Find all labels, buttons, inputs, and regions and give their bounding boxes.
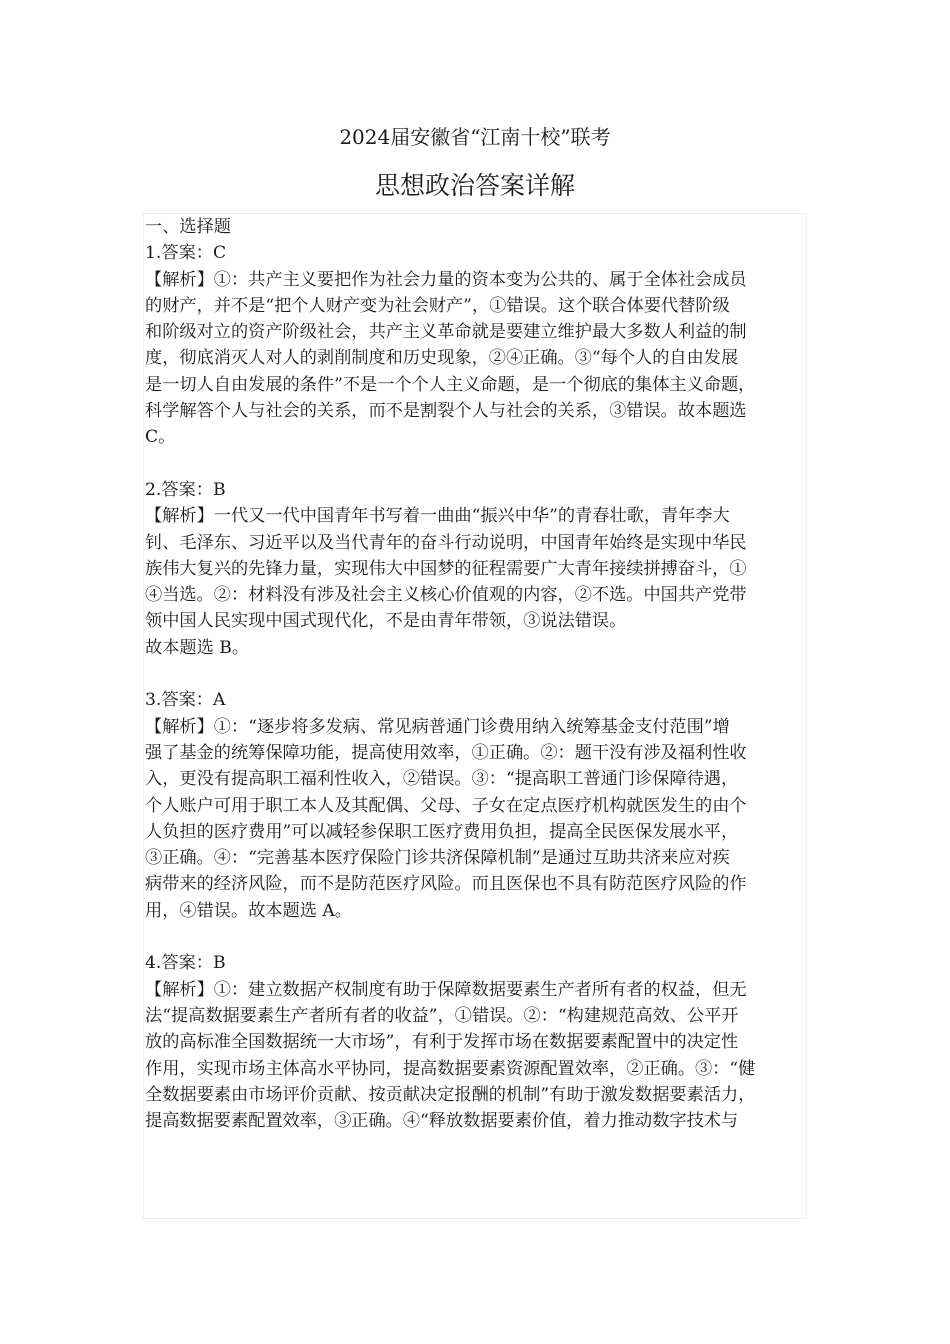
explanation-line: 领中国人民实现中国式现代化，不是由青年带领，③说法错误。 bbox=[145, 611, 627, 632]
explanation-line: 【解析】①：建立数据产权制度有助于保障数据要素生产者所有者的权益，但无 bbox=[145, 979, 747, 1000]
explanation-line: 用，④错误。故本题选 A。 bbox=[145, 900, 352, 921]
question-answer: 3.答案：A bbox=[145, 690, 226, 711]
explanation-line: 是一切人自由发展的条件”不是一个个人主义命题，是一个彻底的集体主义命题， bbox=[145, 374, 756, 395]
paragraph-gap bbox=[145, 451, 806, 477]
answer-content bbox=[143, 213, 807, 1219]
question-block-4 bbox=[145, 950, 806, 1134]
explanation-line: 【解析】①：“逐步将多发病、常见病普通门诊费用纳入统筹基金支付范围”增 bbox=[145, 716, 730, 737]
explanation-line: 和阶级对立的资产阶级社会，共产主义革命就是要建立维护最大多数人利益的制 bbox=[145, 322, 747, 343]
explanation-line: 度，彻底消灭人对人的剥削制度和历史现象，②④正确。③“每个人的自由发展 bbox=[145, 348, 739, 369]
explanation-line: ③正确。④：“完善基本医疗保险门诊共济保障机制”是通过互助共济来应对疾 bbox=[145, 848, 730, 869]
question-block-3 bbox=[145, 687, 806, 924]
explanation-line: 法“提高数据要素生产者所有者的收益”，①错误。②：“构建规范高效、公平开 bbox=[145, 1005, 739, 1026]
document-title: 2024届安徽省“江南十校”联考 bbox=[339, 125, 611, 149]
explanation-line: C。 bbox=[145, 427, 176, 448]
explanation-line: 族伟大复兴的先锋力量，实现伟大中国梦的征程需要广大青年接续拼搏奋斗，① bbox=[145, 558, 747, 579]
question-block-2 bbox=[145, 477, 806, 661]
question-answer: 4.答案：B bbox=[145, 953, 226, 974]
explanation-line: 个人账户可用于职工本人及其配偶、父母、子女在定点医疗机构就医发生的由个 bbox=[145, 795, 747, 816]
explanation-line: 人负担的医疗费用”可以减轻参保职工医疗费用负担，提高全民医保发展水平， bbox=[145, 821, 739, 842]
explanation-line: 全数据要素由市场评价贡献、按贡献决定报酬的机制”有助于激发数据要素活力， bbox=[145, 1084, 756, 1105]
explanation-line: 强了基金的统筹保障功能，提高使用效率，①正确。②：题干没有涉及福利性收 bbox=[145, 742, 747, 763]
explanation-line: 的财产，并不是“把个人财产变为社会财产”，①错误。这个联合体要代替阶级 bbox=[145, 295, 730, 316]
question-answer: 2.答案：B bbox=[145, 479, 226, 500]
paragraph-gap bbox=[145, 924, 806, 950]
explanation-line: 故本题选 B。 bbox=[145, 637, 250, 658]
explanation-line: 作用，实现市场主体高水平协同，提高数据要素资源配置效率，②正确。③：“健 bbox=[145, 1058, 756, 1079]
explanation-line: 【解析】①：共产主义要把作为社会力量的资本变为公共的、属于全体社会成员 bbox=[145, 269, 747, 290]
explanation-line: 放的高标准全国数据统一大市场”，有利于发挥市场在数据要素配置中的决定性 bbox=[145, 1032, 739, 1053]
explanation-line: 入，更没有提高职工福利性收入，②错误。③：“提高职工普通门诊保障待遇， bbox=[145, 769, 739, 790]
explanation-line: ④当选。②：材料没有涉及社会主义核心价值观的内容，②不选。中国共产党带 bbox=[145, 585, 747, 606]
explanation-line: 【解析】一代又一代中国青年书写着一曲曲“振兴中华”的青春壮歌，青年李大 bbox=[145, 506, 730, 527]
document-subtitle: 思想政治答案详解 bbox=[374, 171, 575, 200]
explanation-line: 提高数据要素配置效率，③正确。④“释放数据要素价值，着力推动数字技术与 bbox=[145, 1111, 739, 1132]
explanation-line: 科学解答个人与社会的关系，而不是割裂个人与社会的关系，③错误。故本题选 bbox=[145, 401, 747, 422]
question-block-1 bbox=[145, 240, 806, 450]
question-answer: 1.答案：C bbox=[145, 243, 227, 264]
section-heading: 一、选择题 bbox=[145, 217, 231, 237]
paragraph-gap bbox=[145, 661, 806, 687]
explanation-line: 钊、毛泽东、习近平以及当代青年的奋斗行动说明，中国青年始终是实现中华民 bbox=[145, 532, 747, 553]
explanation-line: 病带来的经济风险，而不是防范医疗风险。而且医保也不具有防范医疗风险的作 bbox=[145, 874, 747, 895]
